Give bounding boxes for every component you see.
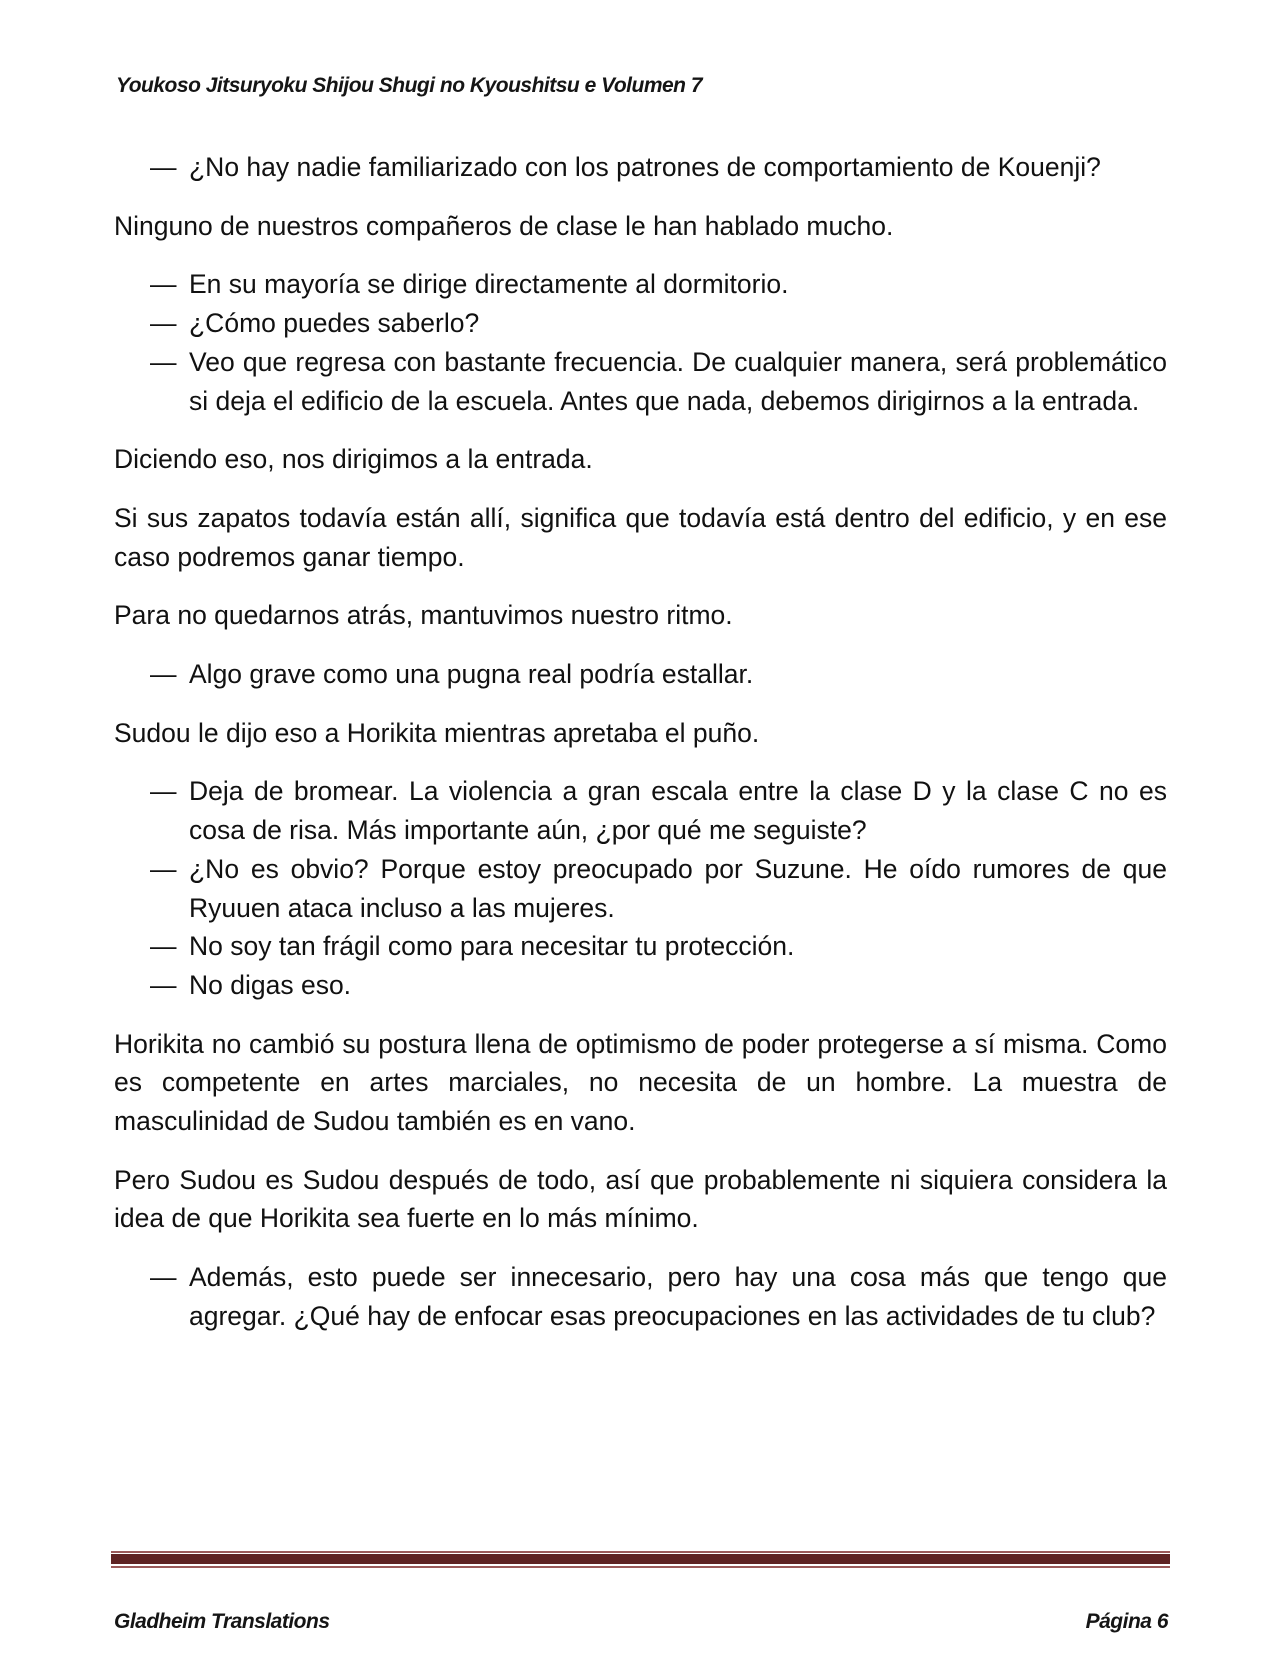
dialogue-text: Veo que regresa con bastante frecuencia. De cualquier manera, será problemático si deja el edificio de la escuela. Antes que nada, debemos dirigirnos a la entrada. <box>189 346 1167 416</box>
dialogue-line <box>114 655 1167 694</box>
em-dash: — <box>150 308 177 339</box>
footer-rule-bottom <box>111 1566 1170 1568</box>
dialogue-line <box>114 772 1167 849</box>
dialogue-group <box>114 265 1167 420</box>
page-number: Página 6 <box>1085 1610 1168 1633</box>
dialogue-text: Además, esto puede ser innecesario, pero hay una cosa más que tengo que agregar. ¿Qué hay de enfocar esas preocupaciones en las actividades de tu club? <box>189 1262 1167 1331</box>
dialogue-text: Deja de bromear. La violencia a gran escala entre la clase D y la clase C no es cosa de risa. Más importante aún, ¿por qué me seguiste? <box>189 776 1167 846</box>
dialogue-text: En su mayoría se dirige directamente al dormitorio. <box>189 269 789 300</box>
em-dash: — <box>150 1262 177 1293</box>
em-dash: — <box>150 659 177 690</box>
dialogue-line <box>114 850 1167 927</box>
paragraph: Diciendo eso, nos dirigimos a la entrada. <box>114 444 593 475</box>
dialogue-group <box>114 655 1167 694</box>
dialogue-text: ¿No hay nadie familiarizado con los patrones de comportamiento de Kouenji? <box>189 152 1101 182</box>
footer-publisher: Gladheim Translations <box>114 1610 330 1633</box>
dialogue-line <box>114 966 1167 1005</box>
dialogue-line <box>114 927 1167 966</box>
em-dash: — <box>150 931 177 962</box>
paragraph: Sudou le dijo eso a Horikita mientras apretaba el puño. <box>114 717 760 748</box>
dialogue-line <box>114 343 1167 420</box>
paragraph: Horikita no cambió su postura llena de optimismo de poder protegerse a sí misma. Como es competente en artes marciales, no necesita de un hombre. La muestra de masculinidad de Sudou también es en vano. <box>114 1028 1167 1137</box>
dialogue-group <box>114 1258 1167 1335</box>
paragraph: Ninguno de nuestros compañeros de clase le han hablado mucho. <box>114 210 894 241</box>
dialogue-line <box>114 1258 1167 1335</box>
em-dash: — <box>150 152 177 182</box>
em-dash: — <box>150 346 177 377</box>
dialogue-line <box>114 265 1167 304</box>
dialogue-line <box>114 304 1167 343</box>
footer-rule-top <box>111 1551 1170 1553</box>
em-dash: — <box>150 969 177 1000</box>
dialogue-text: ¿No es obvio? Porque estoy preocupado por Suzune. He oído rumores de que Ryuuen ataca incluso a las mujeres. <box>189 853 1167 923</box>
paragraph: Para no quedarnos atrás, mantuvimos nuestro ritmo. <box>114 600 733 631</box>
em-dash: — <box>150 776 177 807</box>
dialogue-group <box>114 772 1167 1004</box>
dialogue-text: No digas eso. <box>189 969 352 1000</box>
dialogue-text: No soy tan frágil como para necesitar tu protección. <box>189 931 795 962</box>
em-dash: — <box>150 853 177 884</box>
dialogue-line <box>114 148 1167 187</box>
dialogue-text: ¿Cómo puedes saberlo? <box>189 308 480 339</box>
footer-rule <box>111 1554 1170 1564</box>
dialogue-group <box>114 148 1167 187</box>
paragraph: Pero Sudou es Sudou después de todo, así que probablemente ni siquiera considera la idea de que Horikita sea fuerte en lo más mínimo. <box>114 1164 1167 1234</box>
running-header: Youkoso Jitsuryoku Shijou Shugi no Kyoushitsu e Volumen 7 <box>116 74 703 97</box>
dialogue-text: Algo grave como una pugna real podría estallar. <box>189 659 754 690</box>
em-dash: — <box>150 269 177 300</box>
paragraph: Si sus zapatos todavía están allí, significa que todavía está dentro del edificio, y en ese caso podremos ganar tiempo. <box>114 502 1167 572</box>
page-body <box>114 148 1167 1356</box>
